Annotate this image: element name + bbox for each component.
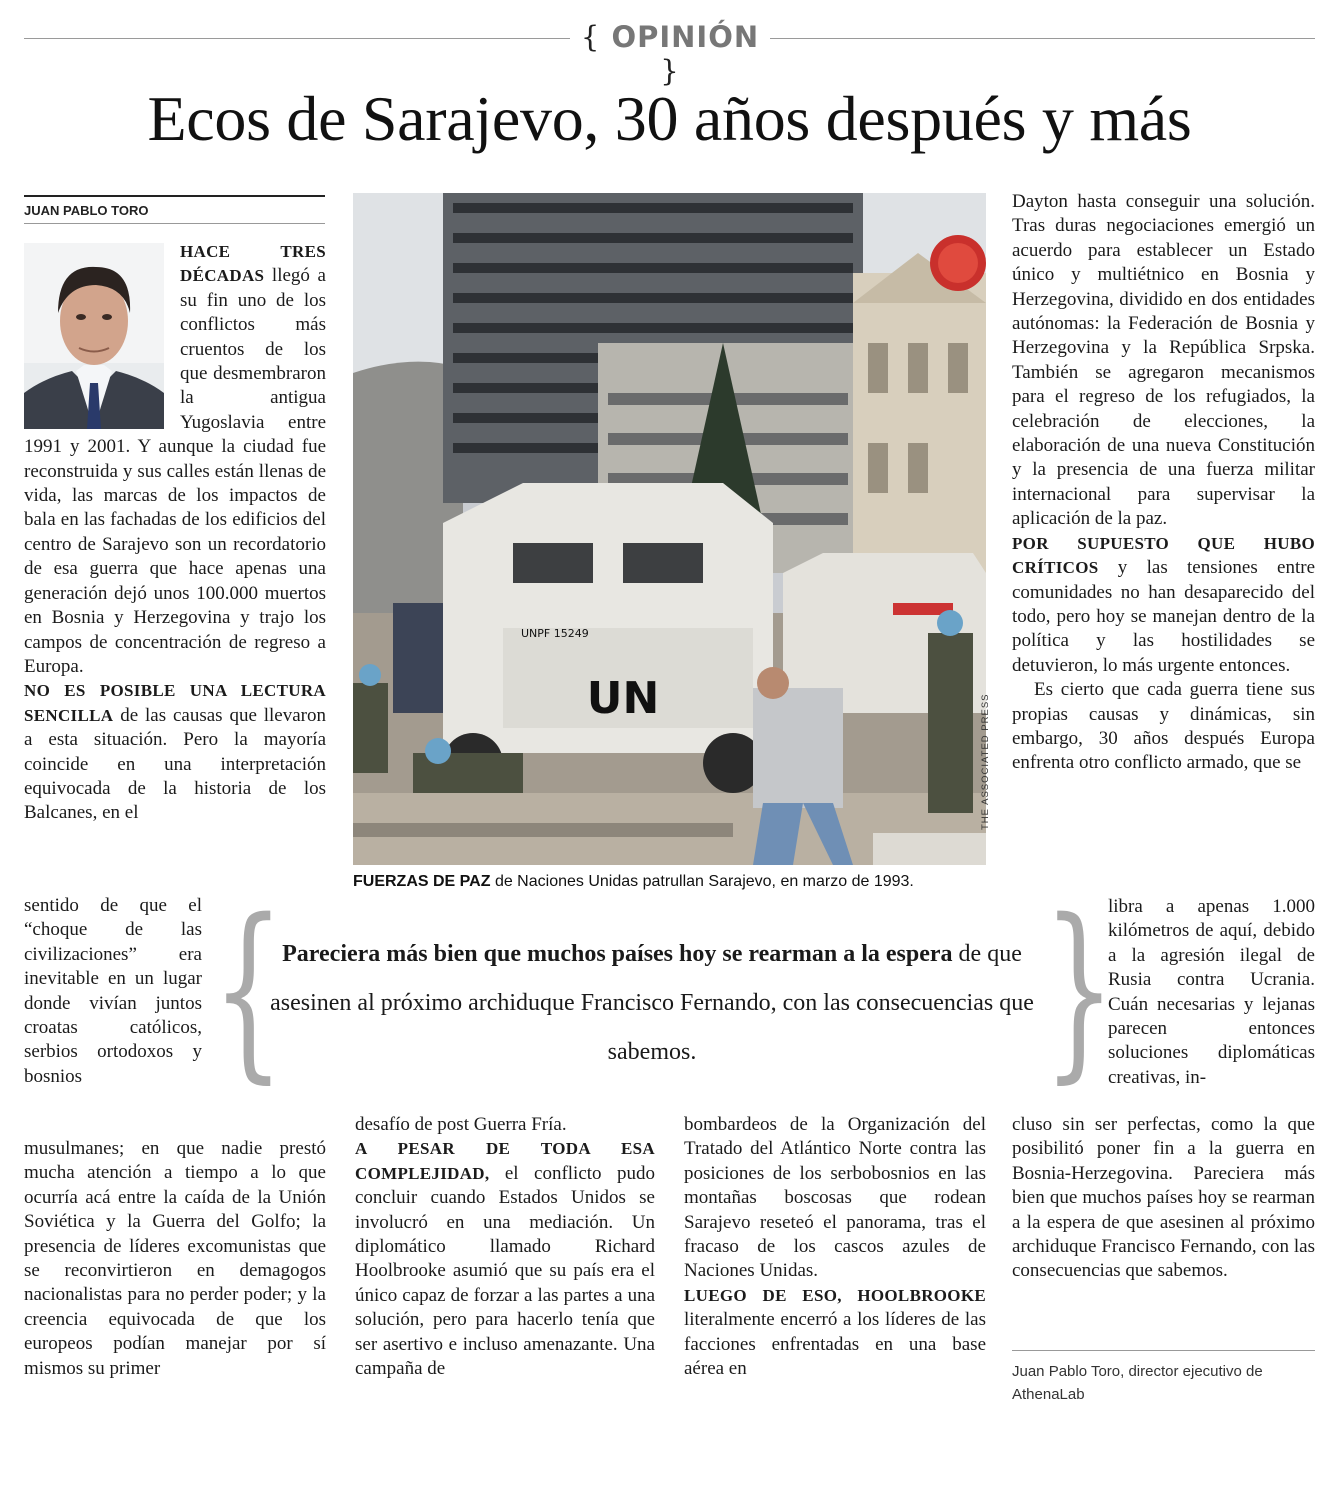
section-brace-close: } bbox=[660, 54, 680, 88]
column-4-top bbox=[1012, 190, 1315, 776]
column-2 bbox=[355, 1113, 655, 1381]
vehicle-marking: UN bbox=[586, 673, 660, 724]
col1-text-2: de las causas que llevaron a esta situación. Pero la mayoría coincide en una interpretación equivocada de la historia de los Balcanes, en el bbox=[24, 704, 327, 824]
byline-rule-bottom bbox=[24, 223, 325, 224]
col3-text: literalmente encerró a los líderes de las facciones enfrentadas en una base aérea en bbox=[684, 1309, 986, 1380]
col4-paragraph-1: Dayton hasta conseguir una solución. Tras duras negociaciones emergió un acuerdo para establecer un Estado único y multiétnico en Bosnia y Herzegovina, dividido en dos entidades autónomas: la Federación de Bosnia y Herzegovina y la República Srpska. También se agregaron mecanismos para el regreso de los refugiados, la celebración de elecciones, la elaboración de una nueva Constitución y la presencia de una fuerza militar internacional para supervisar la aplicación de la paz. bbox=[1012, 191, 1315, 530]
col4-paragraph-3: Es cierto que cada guerra tiene sus propias causas y dinámicas, sin embargo, 30 años después Europa enfrenta otro conflicto armado, que se bbox=[1012, 679, 1315, 774]
vehicle-plate: UNPF 15249 bbox=[521, 627, 589, 640]
photo-caption-lead: FUERZAS DE PAZ bbox=[353, 873, 491, 890]
pull-quote-bold: Pareciera más bien que muchos países hoy se rearman a la espera bbox=[282, 941, 953, 967]
author-footnote: Juan Pablo Toro, director ejecutivo de AthenaLab bbox=[1012, 1363, 1263, 1403]
headline: Ecos de Sarajevo, 30 años después y más bbox=[147, 83, 1192, 154]
photo-caption bbox=[353, 873, 993, 891]
col3-lead: LUEGO DE ESO, HOOLBROOKE bbox=[684, 1285, 986, 1305]
author-photo bbox=[24, 243, 164, 429]
col3-paragraph-1: bombardeos de la Organización del Tratado del Atlántico Norte contra las posiciones de los serbobosnios en las montañas boscosas que rodean Sarajevo reseteó el panorama, tras el fracaso de los cascos azules de Naciones Unidas. bbox=[684, 1114, 986, 1282]
byline-rule bbox=[24, 195, 325, 197]
footnote-rule bbox=[1012, 1350, 1315, 1351]
col1-paragraph-2 bbox=[24, 679, 326, 825]
section-brace-open: { bbox=[580, 20, 601, 54]
col3-paragraph-2 bbox=[684, 1284, 986, 1382]
quote-brace-left: { bbox=[212, 879, 285, 1100]
column-1-wrap: sentido de que el “choque de las civilizaciones” era inevitable en un lugar donde vivían juntos croatas católicos, serbios ortodoxos y bosnios bbox=[24, 895, 202, 1087]
column-4-wrap: libra a apenas 1.000 kilómetros de aquí, debido a la agresión ilegal de Rusia contra Ucrania. Cuán necesarias y lejanas parecen entonces soluciones diplomáticas creativas, in- bbox=[1108, 896, 1315, 1088]
col4-text: y las tensiones entre comunidades no han desaparecido del todo, pero hoy se manejan dentro de la política y las hostilidades se detuvieron, lo más urgente entonces. bbox=[1012, 557, 1316, 676]
col2-lead: A PESAR DE TODA ESA COMPLEJIDAD, bbox=[355, 1139, 655, 1183]
col1-text-1: llegó a su fin uno de los conflictos más cruentos de los que desmembraron la antigua Yugoslavia entre 1991 y 2001. Y aunque la ciudad fue reconstruida y sus calles están llenas de vida, las marcas de los impactos de bala en las fachadas de los edificios del centro de Sarajevo son un recordatorio de esa guerra que hace apenas una generación dejó unos 100.000 muertos en Bosnia y Herzegovina y trajo los campos de concentración de regreso a Europa. bbox=[24, 265, 326, 677]
section-rule-right bbox=[770, 38, 1315, 39]
quote-brace-right: } bbox=[1043, 879, 1116, 1100]
byline: JUAN PABLO TORO bbox=[24, 203, 149, 218]
col1-lead-1: HACE TRES DÉCADAS bbox=[180, 242, 326, 286]
photo-caption-text: de Naciones Unidas patrullan Sarajevo, en marzo de 1993. bbox=[494, 873, 914, 890]
section-rule-left bbox=[24, 38, 570, 39]
section-label-text: OPINIÓN bbox=[611, 20, 760, 54]
article-photo bbox=[353, 193, 986, 865]
col2-text: el conflicto pudo concluir cuando Estados Unidos se involucró en una mediación. Un diplomático llamado Richard Hoolbrooke asumió que su país era el único capaz de forzar a las partes a una solución, pero para hacerlo tenía que ser asertivo e incluso amenazante. Una campaña de bbox=[355, 1162, 655, 1380]
pull-quote-rest: de que asesinen al próximo archiduque Francisco Fernando, con las consecuencias que sabemos. bbox=[270, 941, 1034, 1065]
pull-quote bbox=[262, 930, 1042, 1077]
section-label bbox=[570, 20, 770, 88]
column-3 bbox=[684, 1113, 986, 1381]
col2-paragraph-1: desafío de post Guerra Fría. bbox=[355, 1114, 567, 1135]
photo-credit: THE ASSOCIATED PRESS bbox=[980, 693, 991, 830]
col2-paragraph-2 bbox=[355, 1137, 655, 1381]
col1-lead-2: NO ES POSIBLE UNA LECTURA SENCILLA bbox=[24, 681, 326, 725]
col4-lead: POR SUPUESTO QUE HUBO CRÍTICOS bbox=[1012, 533, 1315, 578]
column-4-bottom: cluso sin ser perfectas, como la que posibilitó poner fin a la guerra en Bosnia-Herzegovina. Pareciera más bien que muchos países hoy se rearman a la espera de que asesinen al próximo archiduque Francisco Fernando, con las consecuencias que sabemos. bbox=[1012, 1114, 1315, 1282]
column-1-bottom: musulmanes; en que nadie prestó mucha atención a tiempo a lo que ocurría acá entre la caída de la Unión Soviética y la Guerra del Golfo; la presencia de líderes excomunistas que se reconvirtieron en demagogos nacionalistas para no perder poder; y la creencia equivocada de que los europeos podían manejar por sí mismos su primer bbox=[24, 1138, 326, 1379]
col4-paragraph-2 bbox=[1012, 532, 1315, 678]
